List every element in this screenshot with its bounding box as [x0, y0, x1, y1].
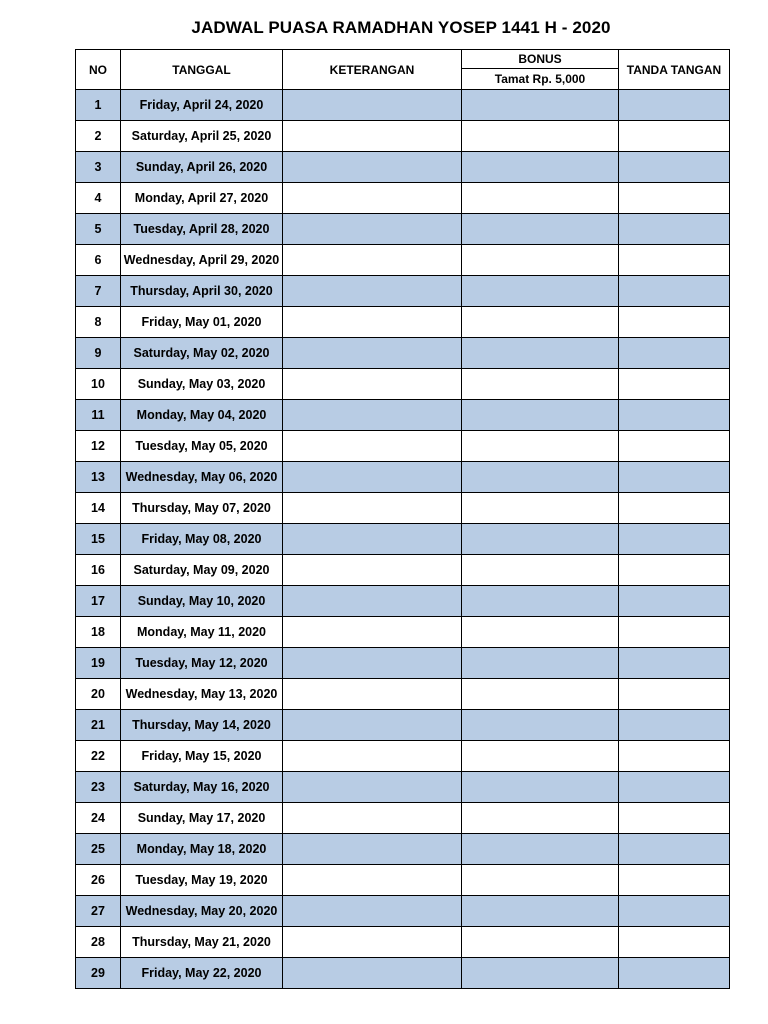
row-date: Sunday, May 17, 2020 [121, 803, 283, 834]
row-bonus-cell[interactable] [462, 834, 619, 865]
row-bonus-cell[interactable] [462, 462, 619, 493]
row-number: 24 [76, 803, 121, 834]
row-number: 5 [76, 214, 121, 245]
row-date: Wednesday, May 06, 2020 [121, 462, 283, 493]
row-bonus-cell[interactable] [462, 710, 619, 741]
row-number: 14 [76, 493, 121, 524]
row-bonus-cell[interactable] [462, 555, 619, 586]
row-date: Friday, May 08, 2020 [121, 524, 283, 555]
row-tanda-tangan-cell[interactable] [619, 555, 730, 586]
row-tanda-tangan-cell[interactable] [619, 245, 730, 276]
row-bonus-cell[interactable] [462, 431, 619, 462]
row-bonus-cell[interactable] [462, 400, 619, 431]
row-tanda-tangan-cell[interactable] [619, 741, 730, 772]
row-keterangan-cell[interactable] [283, 307, 462, 338]
table-row [76, 462, 730, 493]
table-row [76, 896, 730, 927]
row-bonus-cell[interactable] [462, 524, 619, 555]
row-bonus-cell[interactable] [462, 648, 619, 679]
row-number: 27 [76, 896, 121, 927]
row-tanda-tangan-cell[interactable] [619, 803, 730, 834]
row-number: 19 [76, 648, 121, 679]
header-bonus-amount: Tamat Rp. 5,000 [462, 69, 619, 90]
row-number: 28 [76, 927, 121, 958]
header-tanggal: TANGGAL [121, 50, 283, 90]
row-date: Wednesday, May 13, 2020 [121, 679, 283, 710]
row-keterangan-cell[interactable] [283, 741, 462, 772]
row-number: 16 [76, 555, 121, 586]
table-header [76, 50, 730, 90]
row-bonus-cell[interactable] [462, 307, 619, 338]
row-date: Sunday, April 26, 2020 [121, 152, 283, 183]
row-number: 8 [76, 307, 121, 338]
row-keterangan-cell[interactable] [283, 803, 462, 834]
header-keterangan: KETERANGAN [283, 50, 462, 90]
table-row [76, 90, 730, 121]
table-row [76, 710, 730, 741]
row-bonus-cell[interactable] [462, 896, 619, 927]
table-row [76, 493, 730, 524]
table-row [76, 245, 730, 276]
row-bonus-cell[interactable] [462, 338, 619, 369]
row-bonus-cell[interactable] [462, 245, 619, 276]
row-number: 22 [76, 741, 121, 772]
row-bonus-cell[interactable] [462, 803, 619, 834]
table-row [76, 369, 730, 400]
row-bonus-cell[interactable] [462, 493, 619, 524]
row-date: Tuesday, May 19, 2020 [121, 865, 283, 896]
row-tanda-tangan-cell[interactable] [619, 462, 730, 493]
row-date: Monday, May 11, 2020 [121, 617, 283, 648]
row-bonus-cell[interactable] [462, 121, 619, 152]
row-tanda-tangan-cell[interactable] [619, 121, 730, 152]
row-keterangan-cell[interactable] [283, 586, 462, 617]
row-keterangan-cell[interactable] [283, 400, 462, 431]
row-bonus-cell[interactable] [462, 772, 619, 803]
row-bonus-cell[interactable] [462, 276, 619, 307]
table-row [76, 431, 730, 462]
row-number: 13 [76, 462, 121, 493]
row-date: Friday, May 01, 2020 [121, 307, 283, 338]
row-date: Monday, April 27, 2020 [121, 183, 283, 214]
row-number: 2 [76, 121, 121, 152]
table-row [76, 183, 730, 214]
table-row [76, 214, 730, 245]
row-bonus-cell[interactable] [462, 927, 619, 958]
page-title: JADWAL PUASA RAMADHAN YOSEP 1441 H - 2020 [191, 18, 611, 37]
row-keterangan-cell[interactable] [283, 431, 462, 462]
row-keterangan-cell[interactable] [283, 462, 462, 493]
table-row [76, 803, 730, 834]
row-tanda-tangan-cell[interactable] [619, 524, 730, 555]
row-number: 1 [76, 90, 121, 121]
row-date: Saturday, May 16, 2020 [121, 772, 283, 803]
table-row [76, 555, 730, 586]
row-keterangan-cell[interactable] [283, 183, 462, 214]
row-date: Friday, April 24, 2020 [121, 90, 283, 121]
row-tanda-tangan-cell[interactable] [619, 183, 730, 214]
row-keterangan-cell[interactable] [283, 865, 462, 896]
row-date: Saturday, May 09, 2020 [121, 555, 283, 586]
row-date: Sunday, May 03, 2020 [121, 369, 283, 400]
table-row [76, 152, 730, 183]
row-keterangan-cell[interactable] [283, 555, 462, 586]
row-bonus-cell[interactable] [462, 617, 619, 648]
row-tanda-tangan-cell[interactable] [619, 648, 730, 679]
row-keterangan-cell[interactable] [283, 214, 462, 245]
row-date: Saturday, April 25, 2020 [121, 121, 283, 152]
row-number: 15 [76, 524, 121, 555]
header-no: NO [76, 50, 121, 90]
header-bonus: BONUS [462, 50, 619, 69]
row-tanda-tangan-cell[interactable] [619, 679, 730, 710]
row-date: Thursday, May 21, 2020 [121, 927, 283, 958]
row-tanda-tangan-cell[interactable] [619, 338, 730, 369]
table-row [76, 586, 730, 617]
row-date: Wednesday, April 29, 2020 [121, 245, 283, 276]
row-keterangan-cell[interactable] [283, 90, 462, 121]
row-date: Thursday, April 30, 2020 [121, 276, 283, 307]
row-date: Friday, May 15, 2020 [121, 741, 283, 772]
row-keterangan-cell[interactable] [283, 772, 462, 803]
row-tanda-tangan-cell[interactable] [619, 586, 730, 617]
row-number: 29 [76, 958, 121, 989]
row-keterangan-cell[interactable] [283, 493, 462, 524]
table-row [76, 958, 730, 989]
row-tanda-tangan-cell[interactable] [619, 710, 730, 741]
row-number: 18 [76, 617, 121, 648]
row-tanda-tangan-cell[interactable] [619, 958, 730, 989]
row-bonus-cell[interactable] [462, 741, 619, 772]
row-bonus-cell[interactable] [462, 958, 619, 989]
table-row [76, 679, 730, 710]
row-date: Saturday, May 02, 2020 [121, 338, 283, 369]
row-date: Thursday, May 14, 2020 [121, 710, 283, 741]
row-tanda-tangan-cell[interactable] [619, 834, 730, 865]
row-keterangan-cell[interactable] [283, 152, 462, 183]
row-number: 25 [76, 834, 121, 865]
row-keterangan-cell[interactable] [283, 338, 462, 369]
row-number: 21 [76, 710, 121, 741]
row-tanda-tangan-cell[interactable] [619, 431, 730, 462]
row-keterangan-cell[interactable] [283, 896, 462, 927]
row-tanda-tangan-cell[interactable] [619, 152, 730, 183]
row-bonus-cell[interactable] [462, 152, 619, 183]
row-bonus-cell[interactable] [462, 183, 619, 214]
row-number: 11 [76, 400, 121, 431]
row-date: Tuesday, May 05, 2020 [121, 431, 283, 462]
row-tanda-tangan-cell[interactable] [619, 865, 730, 896]
row-tanda-tangan-cell[interactable] [619, 90, 730, 121]
row-number: 26 [76, 865, 121, 896]
row-date: Friday, May 22, 2020 [121, 958, 283, 989]
row-keterangan-cell[interactable] [283, 121, 462, 152]
row-number: 23 [76, 772, 121, 803]
row-keterangan-cell[interactable] [283, 648, 462, 679]
row-tanda-tangan-cell[interactable] [619, 369, 730, 400]
row-date: Monday, May 18, 2020 [121, 834, 283, 865]
table-row [76, 121, 730, 152]
row-number: 10 [76, 369, 121, 400]
row-keterangan-cell[interactable] [283, 927, 462, 958]
row-keterangan-cell[interactable] [283, 276, 462, 307]
table-row [76, 834, 730, 865]
row-tanda-tangan-cell[interactable] [619, 400, 730, 431]
table-row [76, 772, 730, 803]
schedule-table [75, 49, 730, 989]
row-date: Thursday, May 07, 2020 [121, 493, 283, 524]
row-number: 20 [76, 679, 121, 710]
table-row [76, 741, 730, 772]
row-tanda-tangan-cell[interactable] [619, 493, 730, 524]
row-date: Tuesday, May 12, 2020 [121, 648, 283, 679]
row-keterangan-cell[interactable] [283, 834, 462, 865]
row-keterangan-cell[interactable] [283, 524, 462, 555]
row-tanda-tangan-cell[interactable] [619, 927, 730, 958]
table-row [76, 338, 730, 369]
row-bonus-cell[interactable] [462, 586, 619, 617]
row-keterangan-cell[interactable] [283, 679, 462, 710]
row-bonus-cell[interactable] [462, 369, 619, 400]
row-tanda-tangan-cell[interactable] [619, 772, 730, 803]
row-tanda-tangan-cell[interactable] [619, 307, 730, 338]
row-keterangan-cell[interactable] [283, 245, 462, 276]
table-row [76, 617, 730, 648]
row-date: Wednesday, May 20, 2020 [121, 896, 283, 927]
row-number: 12 [76, 431, 121, 462]
table-row [76, 927, 730, 958]
row-bonus-cell[interactable] [462, 679, 619, 710]
row-number: 3 [76, 152, 121, 183]
header-tanda-tangan: TANDA TANGAN [619, 50, 730, 90]
table-body [76, 90, 730, 989]
row-bonus-cell[interactable] [462, 214, 619, 245]
row-keterangan-cell[interactable] [283, 710, 462, 741]
row-keterangan-cell[interactable] [283, 369, 462, 400]
row-tanda-tangan-cell[interactable] [619, 214, 730, 245]
row-tanda-tangan-cell[interactable] [619, 276, 730, 307]
table-row [76, 276, 730, 307]
row-number: 9 [76, 338, 121, 369]
row-number: 7 [76, 276, 121, 307]
table-row [76, 648, 730, 679]
table-row [76, 400, 730, 431]
table-row [76, 865, 730, 896]
row-tanda-tangan-cell[interactable] [619, 896, 730, 927]
row-tanda-tangan-cell[interactable] [619, 617, 730, 648]
row-keterangan-cell[interactable] [283, 617, 462, 648]
row-keterangan-cell[interactable] [283, 958, 462, 989]
row-bonus-cell[interactable] [462, 865, 619, 896]
table-row [76, 307, 730, 338]
row-date: Monday, May 04, 2020 [121, 400, 283, 431]
row-number: 6 [76, 245, 121, 276]
row-number: 4 [76, 183, 121, 214]
table-row [76, 524, 730, 555]
row-number: 17 [76, 586, 121, 617]
row-date: Tuesday, April 28, 2020 [121, 214, 283, 245]
row-date: Sunday, May 10, 2020 [121, 586, 283, 617]
row-bonus-cell[interactable] [462, 90, 619, 121]
